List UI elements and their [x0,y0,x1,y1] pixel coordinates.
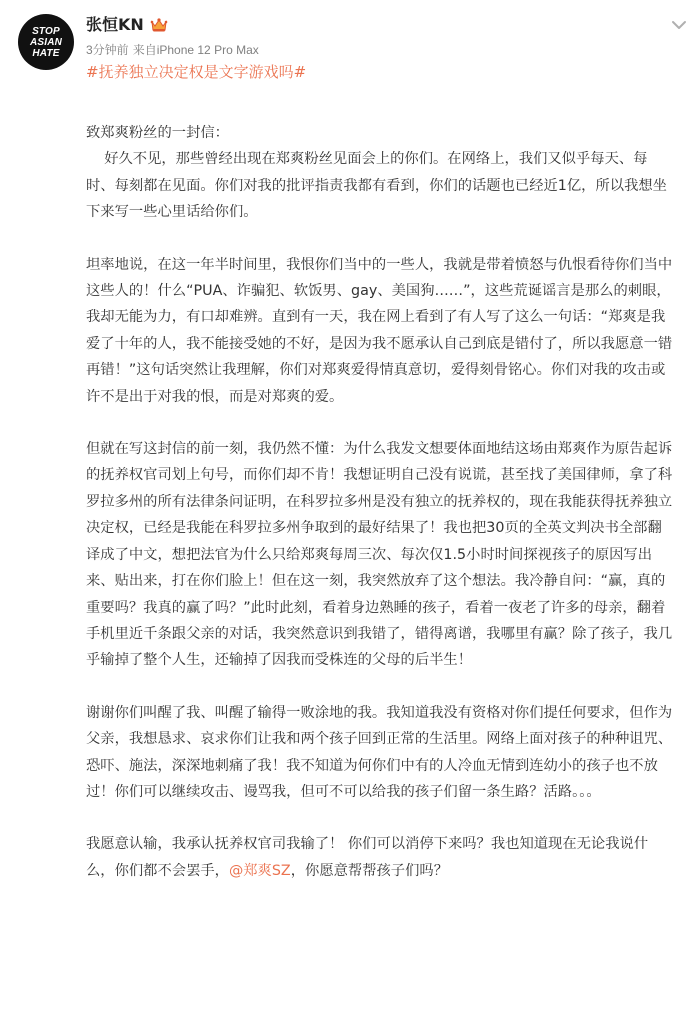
post-text: 我愿意认输，我承认抚养权官司我输了！ 你们可以消停下来吗？我也知道现在无论我说什么，你们都不会罢手， [86,836,649,879]
post-text: ，你愿意帮帮孩子们吗？ [290,862,448,879]
post-content [86,120,676,884]
post-paragraph: 坦率地说，在这一年半时间里，我恨你们当中的一些人，我就是带着愤怒与仇恨看待你们当中这些人的！什么“PUA、诈骗犯、软饭男、gay、美国狗……”，这些荒诞谣言是那么的刺眼，我却无能为力，有口却难辨。直到有一天，我在网上看到了有人写了这么一句话：“郑爽是我爱了十年的人，我不能接受她的不好，是因为我不愿承认自己到底是错付了，所以我愿意一错再错！”这句话突然让我理解，你们对郑爽爱得情真意切，爱得刻骨铭心。你们对我的攻击或许不是出于对我的恨，而是对郑爽的爱。 [86,256,673,405]
username-row [86,14,168,36]
mention-link[interactable]: @郑爽SZ [228,862,291,879]
avatar-text-line: STOP [32,25,60,37]
post-paragraph-last [86,831,676,884]
vip-crown-icon[interactable] [150,17,168,33]
post-paragraph: 谢谢你们叫醒了我、叫醒了输得一败涂地的我。我知道我没有资格对你们提任何要求，但作为父亲，我想恳求、哀求你们让我和两个孩子回到正常的生活里。网络上面对孩子的种种诅咒、恐吓、施法，深深地刺痛了我！我不知道为何你们中有的人冷血无情到连幼小的孩子也不放过！你们可以继续攻击、谩骂我，但可不可以给我的孩子们留一条生路？活路。。。 [86,704,673,800]
avatar-text-line: HATE [32,47,60,59]
post-paragraph: 致郑爽粉丝的一封信： 好久不见，那些曾经出现在郑爽粉丝见面会上的你们。在网络上，我们又似乎每天、每时、每刻都在见面。你们对我的批评指责我都有看到，你们的话题也已经近1亿，所以我想坐下来写一些心里话给你们。 [86,125,667,221]
post-meta [86,42,259,58]
post-time[interactable]: 3分钟前 [86,43,129,57]
username[interactable]: 张恒KN [86,15,144,34]
chevron-down-icon[interactable] [668,14,690,36]
avatar-text-line: ASIAN [29,36,63,48]
post-paragraph: 但就在写这封信的前一刻，我仍然不懂：为什么我发文想要体面地结这场由郑爽作为原告起诉的抚养权官司划上句号，而你们却不肯！我想证明自己没有说谎，甚至找了美国律师，拿了科罗拉多州的所有法律条问证明，在科罗拉多州是没有独立的抚养权的，现在我能获得抚养独立决定权，已经是我能在科罗拉多州争取到的最好结果了！我也把30页的全英文判决书全部翻译成了中文，想把法官为什么只给郑爽每周三次、每次仅1.5小时时间探视孩子的原因写出来、贴出来，打在你们脸上！但在这一刻，我突然放弃了这个想法。我冷静自问：“赢，真的重要吗？我真的赢了吗？”此时此刻，看着身边熟睡的孩子，看着一夜老了许多的母亲，翻着手机里近千条跟父亲的对话，我突然意识到我错了，错得离谱，我哪里有赢？除了孩子，我几乎输掉了整个人生，还输掉了因我而受株连的父母的后半生！ [86,441,673,669]
topic-link[interactable]: #抚养独立决定权是文字游戏吗# [86,63,307,81]
post-source: 来自iPhone 12 Pro Max [132,43,259,57]
avatar[interactable] [18,14,74,70]
